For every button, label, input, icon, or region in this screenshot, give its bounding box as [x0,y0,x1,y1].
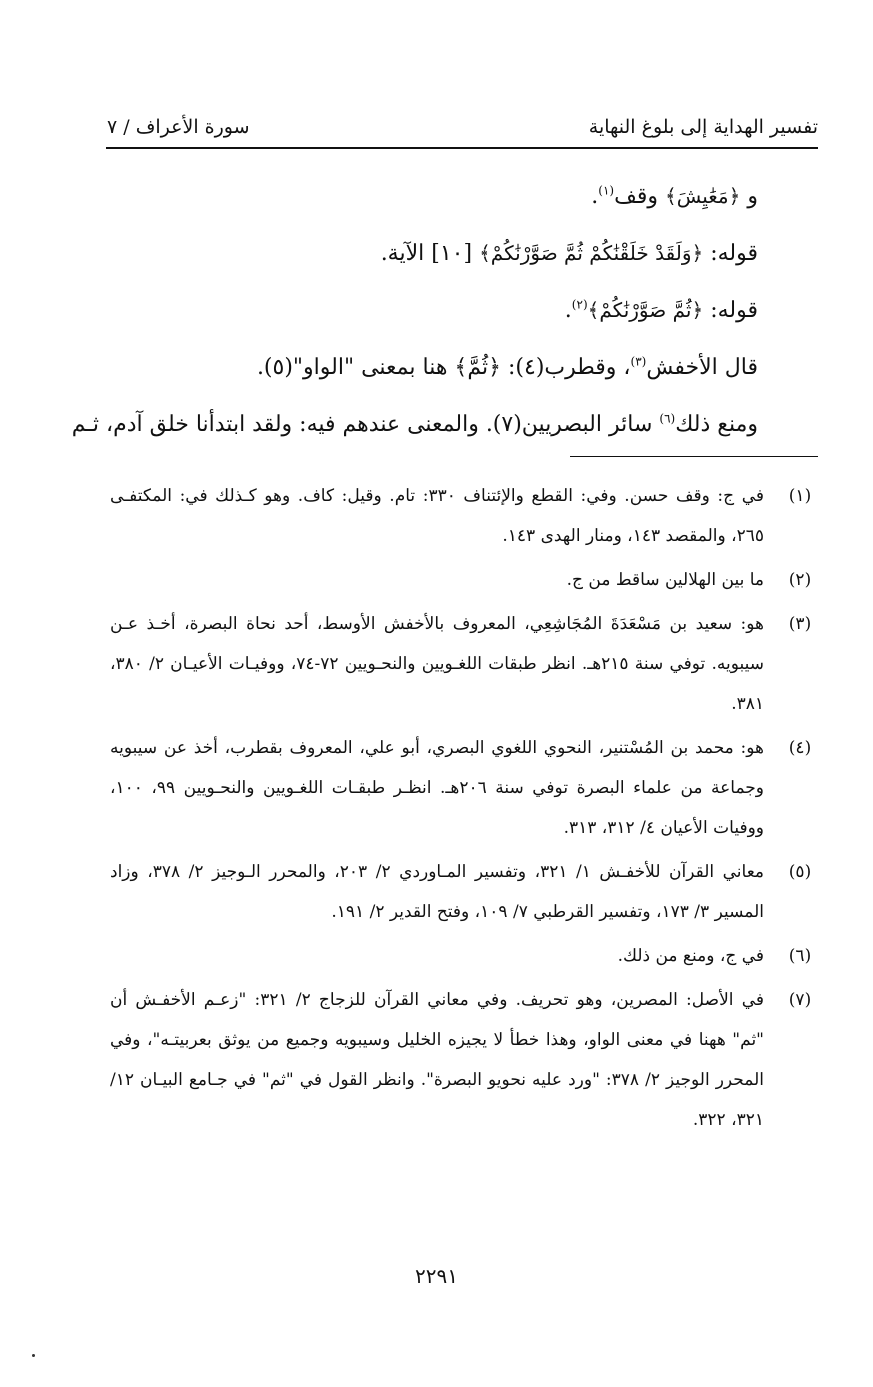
book-title: تفسير الهداية إلى بلوغ النهاية [588,116,818,138]
scan-speck [32,1354,35,1357]
main-line [108,339,758,396]
footnote-number: (٣) [788,614,812,634]
footnote-ref: (١) [598,183,615,198]
header-divider [106,147,818,149]
line-prefix: ومنع ذلك [675,412,758,437]
footnote-number: (٥) [788,862,812,882]
main-line [108,168,758,225]
footnote-text: معاني القرآن للأخفـش ١/ ٣٢١، وتفسير المـاوردي ٢/ ٢٠٣، والمحرر الـوجيز ٢/ ٣٧٨، وزاد المسير ٣/ ١٧٣، وتفسير القرطبي ٧/ ١٠٩، وفتح القدير ٢/ ١٩١. [110,862,765,922]
footnote-text: في ج، ومنع من ذلك. [617,946,764,966]
line-suffix: ، وقطرب(٤): ﴿ثُمَّ﴾ هنا بمعنى "الواو"(٥). [256,355,631,380]
line-prefix: و [740,184,758,209]
main-line [108,282,758,339]
quran-quote: ﴿مَعَٰيِشَ﴾ [665,184,741,208]
line-suffix: . [564,298,572,323]
quran-quote: ﴿ثُمَّ صَوَّرْنَٰكُمْ﴾ [587,298,704,322]
line-prefix: قوله: [703,298,758,323]
footnote-ref: (٦) [659,411,676,426]
main-line [71,396,758,453]
footnote [110,980,820,1140]
footnote-ref: (٢) [571,297,588,312]
quran-quote: ﴿وَلَقَدْ خَلَقْنَٰكُمْ ثُمَّ صَوَّرْنَٰكُمْ﴾ [479,241,704,265]
footnote [110,560,820,600]
surah-label: سورة الأعراف / ٧ [107,116,250,138]
footnote [110,852,820,932]
line-middle: وقف [614,184,666,209]
line-prefix: قوله: [703,241,758,266]
footnote-text: هو: سعيد بن مَسْعَدَةَ المُجَاشِعِي، المعروف بالأخفش الأوسط، أحد نحاة البصرة، أخـذ عـن سيبويه. توفي سنة ٢١٥هـ. انظر طبقات اللغـويين والنحـويين ٧٢-٧٤، ووفيـات الأعيـان ٢/ ٣٨٠، ٣٨١. [110,614,765,714]
running-header [107,112,818,142]
main-text [71,168,758,453]
footnote-text: ما بين الهلالين ساقط من ج. [566,570,764,590]
line-suffix: . [591,184,599,209]
footnote-text: هو: محمد بن المُسْتنير، النحوي اللغوي البصري، أبو علي، المعروف بقطرب، أخذ عن سيبويه وجماعة من علماء البصرة توفي سنة ٢٠٦هـ. انظـر طبقـات اللغـويين والنحـويين ٩٩، ١٠٠، ووفيات الأعيان ٤/ ٣١٢، ٣١٣. [110,738,764,838]
footnote-number: (٧) [788,990,812,1010]
footnote [110,936,820,976]
footnote-ref: (٣) [630,354,647,369]
footnotes [110,476,820,1144]
line-middle: [١٠] الآية. [380,241,480,266]
footnote-divider [570,456,818,457]
footnote [110,604,820,724]
footnote-number: (٢) [788,570,812,590]
footnote-number: (١) [788,486,812,506]
footnote-number: (٦) [788,946,812,966]
page-number: ٢٢٩١ [415,1264,458,1288]
footnote-number: (٤) [788,738,812,758]
footnote [110,476,820,556]
footnote-text: في ج: وقف حسن. وفي: القطع والإئتناف ٣٣٠: تام. وقيل: كاف. وهو كـذلك في: المكتفـى ٢٦٥، والمقصد ١٤٣، ومنار الهدى ١٤٣. [110,486,764,546]
line-prefix: قال الأخفش [646,355,758,380]
footnote [110,728,820,848]
main-line [108,225,758,282]
footnote-text: في الأصل: المصرين، وهو تحريف. وفي معاني القرآن للزجاج ٢/ ٣٢١: "زعـم الأخفـش أن "ثم" ههنا في معنى الواو، وهذا خطأ لا يجيزه الخليل وسيبويه وجميع من يوثق بعربيتـه"، وفي المحرر الوجيز ٢/ ٣٧٨: "ورد عليه نحويو البصرة". وانظر القول في "ثم" في جـامع البيـان ١٢/ ٣٢١، ٣٢٢. [110,990,764,1130]
line-suffix: سائر البصريين(٧). والمعنى عندهم فيه: ولقد ابتدأنا خلق آدم، ثـم [71,412,660,437]
